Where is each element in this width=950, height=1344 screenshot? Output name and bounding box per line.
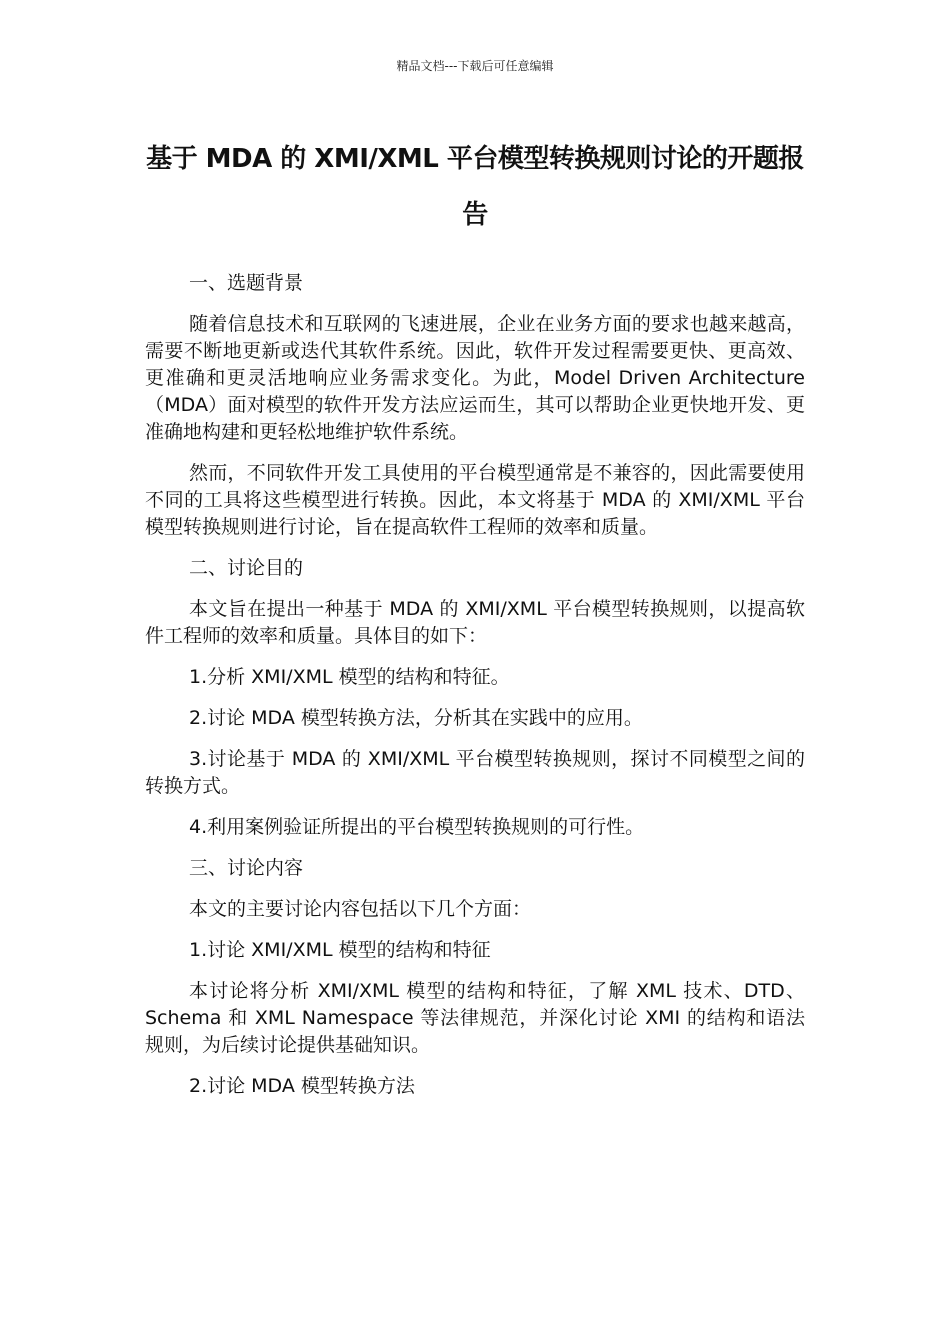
section-heading-content: 三、讨论内容 [189, 857, 304, 879]
section-heading-purpose: 二、讨论目的 [189, 557, 304, 579]
document-title: 基于 MDA 的 XMI/XML 平台模型转换规则讨论的开题报告 [146, 144, 804, 230]
document-body [145, 270, 805, 1114]
content-item-1-heading: 1.讨论 XMI/XML 模型的结构和特征 [189, 939, 491, 961]
purpose-item-4: 4.利用案例验证所提出的平台模型转换规则的可行性。 [189, 816, 645, 838]
purpose-item-2: 2.讨论 MDA 模型转换方法，分析其在实践中的应用。 [189, 707, 643, 729]
header-note: 精品文档---下载后可任意编辑 [396, 59, 554, 73]
paragraph-background-1: 随着信息技术和互联网的飞速进展，企业在业务方面的要求也越来越高，需要不断地更新或迭代其软件系统。因此，软件开发过程需要更快、更高效、更准确和更灵活地响应业务需求变化。为此，Model Driven Architecture（MDA）面对模型的软件开发方法应运而生，其可以帮助企业更快地开发、更准确地构建和更轻松地维护软件系统。 [145, 313, 805, 443]
content-item-2-heading: 2.讨论 MDA 模型转换方法 [189, 1075, 415, 1097]
paragraph-purpose-intro: 本文旨在提出一种基于 MDA 的 XMI/XML 平台模型转换规则，以提高软件工程师的效率和质量。具体目的如下： [145, 598, 805, 647]
content-item-1-text: 本讨论将分析 XMI/XML 模型的结构和特征，了解 XML 技术、DTD、Schema 和 XML Namespace 等法律规范，并深化讨论 XMI 的结构和语法规则，为后续讨论提供基础知识。 [145, 980, 805, 1056]
purpose-item-1: 1.分析 XMI/XML 模型的结构和特征。 [189, 666, 510, 688]
section-heading-background: 一、选题背景 [189, 272, 304, 294]
paragraph-content-intro: 本文的主要讨论内容包括以下几个方面： [189, 898, 532, 920]
purpose-item-3: 3.讨论基于 MDA 的 XMI/XML 平台模型转换规则，探讨不同模型之间的转换方式。 [145, 748, 805, 797]
paragraph-background-2: 然而，不同软件开发工具使用的平台模型通常是不兼容的，因此需要使用不同的工具将这些模型进行转换。因此，本文将基于 MDA 的 XMI/XML 平台模型转换规则进行讨论，旨在提高软件工程师的效率和质量。 [145, 462, 805, 538]
